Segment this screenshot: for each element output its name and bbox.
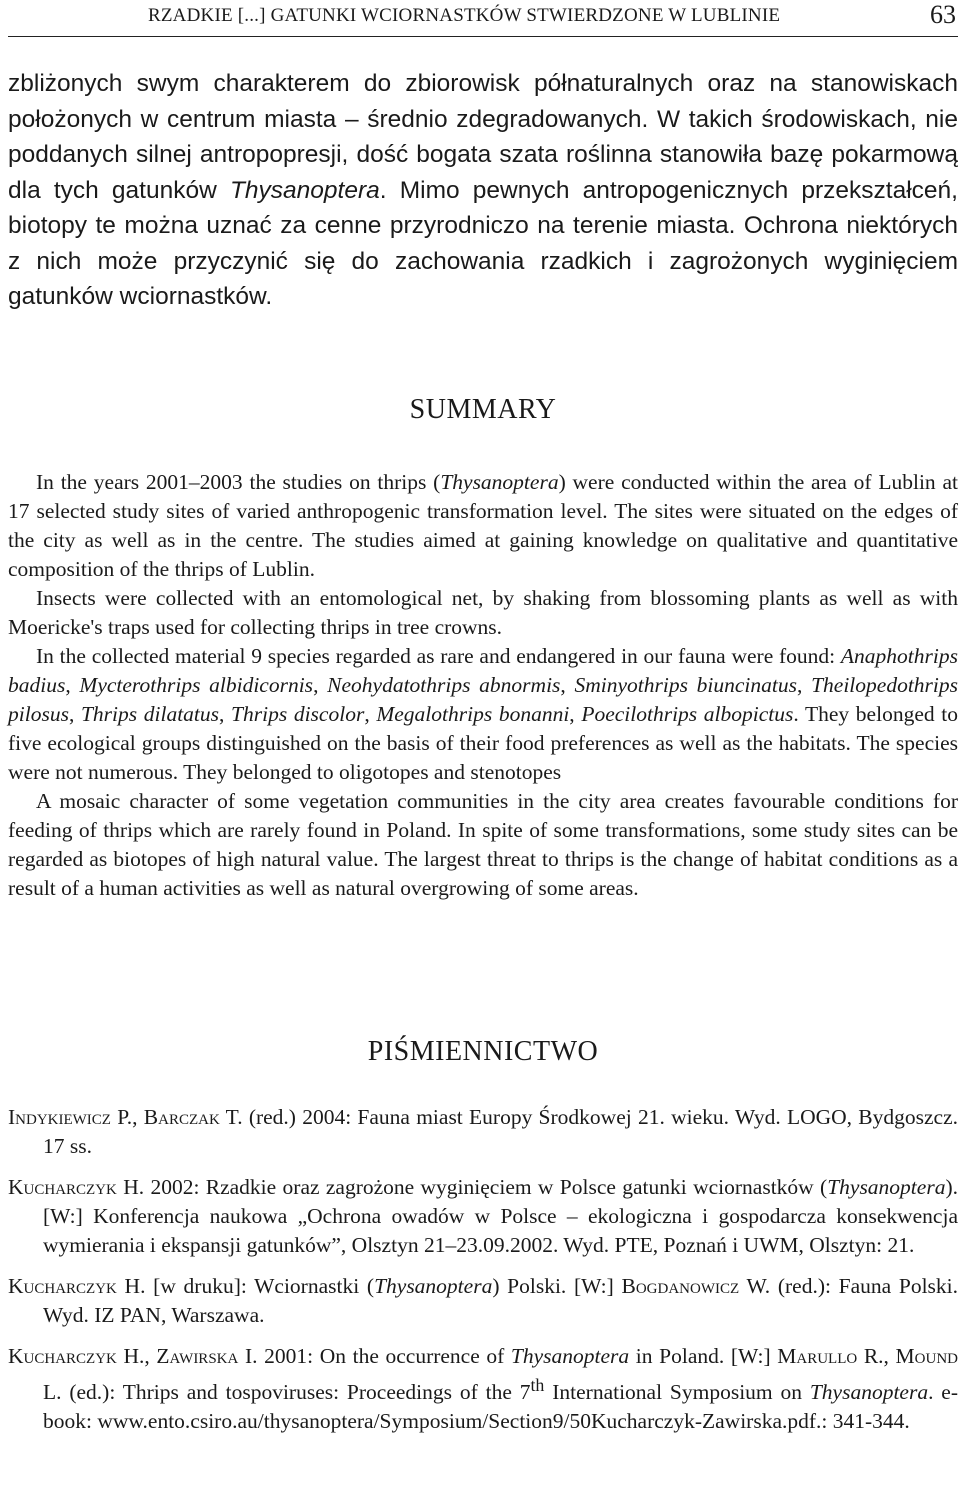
reference-text: International Symposium on (544, 1380, 810, 1405)
reference-taxon: Thysanoptera (809, 1380, 929, 1405)
reference-text: 2001: On the occurrence of (257, 1344, 511, 1368)
reference-text: (red.) 2004: Fauna miast Europy Środkowej 21. wieku. Wyd. LOGO, Bydgoszcz. 17 ss. (43, 1105, 959, 1158)
species-name: Thrips discolor (231, 702, 365, 726)
reference-editor: Marullo R. (777, 1344, 884, 1368)
reference-item (8, 1103, 958, 1161)
species-name: Poecilothrips albopictus (581, 702, 794, 726)
reference-list (8, 1103, 958, 1448)
reference-author: Kucharczyk H. (8, 1175, 145, 1199)
reference-text: in Poland. [W:] (629, 1344, 778, 1368)
species-name: Anaphothrips badius (8, 644, 958, 697)
polish-paragraph (8, 66, 958, 315)
page-header (8, 0, 958, 37)
separator: , (797, 673, 812, 697)
summary-paragraph-4: A mosaic character of some vegetation communities in the city area creates favourable conditions for feeding of thrips which are rarely found in Poland. In spite of some transformations, some study sites can be regarded as biotopes of high natural value. The largest threat to thrips is the change of habitat conditions as a result of a human activities as well as natural overgrowing of some areas. (8, 789, 958, 900)
separator: , (883, 1344, 896, 1368)
reference-text: ) Polski. [W:] (492, 1274, 622, 1298)
species-name: Mycterothrips albidicornis (79, 673, 314, 697)
reference-taxon: Thysanoptera (827, 1175, 946, 1199)
reference-editor: Mound L. (43, 1344, 958, 1405)
reference-taxon: Thysanoptera (510, 1344, 630, 1368)
separator: , (144, 1344, 157, 1368)
reference-text: (ed.): Thrips and tospoviruses: Proceedings of the 7 (61, 1380, 531, 1405)
separator: , (560, 673, 575, 697)
summary-paragraph-2: Insects were collected with an entomological net, by shaking from blossoming plants as well as with Moericke's traps used for collecting thrips in tree crowns. (8, 586, 958, 639)
separator: , (65, 673, 80, 697)
reference-editor: Bogdanowicz W. (621, 1274, 771, 1298)
reference-item (8, 1173, 958, 1260)
summary-p1-taxon: Thysanoptera (440, 470, 559, 494)
page-number: 63 (930, 0, 956, 29)
separator: , (132, 1105, 144, 1129)
summary-p1-text-b: ) were conducted within the area of Lublin at 17 selected study sites of varied anthropogenic transformation level. The sites were situated on the edges of the city as well as in the centre. The studies aimed at gaining knowledge on qualitative and quantitative composition of the thrips of Lublin. (8, 470, 958, 581)
summary-paragraph-1 (8, 468, 958, 584)
reference-item (8, 1272, 958, 1330)
species-name: Theilopedothrips pilosus (8, 673, 958, 726)
species-name: Thrips dilatatus (80, 702, 220, 726)
polish-text-1: zbliżonych swym charakterem do zbiorowisk półnaturalnych oraz na stanowiskach położonych w centrum miasta – średnio zdegradowanych. W takich środowiskach, nie poddanych silnej antropopresji, dość bogata szata roślinna stanowiła bazę pokarmową dla tych gatunków (8, 70, 958, 204)
reference-text: ). [W:] Konferencja naukowa „Ochrona owadów w Polsce – ekologiczna i gospodarcza konsekwencja wymierania i ekspansji gatunków”, Olsztyn 21–23.09.2002. Wyd. PTE, Poznań i UWM, Olsztyn: 21. (43, 1175, 958, 1257)
reference-author: Barczak T. (143, 1105, 243, 1129)
reference-text: 2002: Rzadkie oraz zagrożone wyginięciem w Polsce gatunki wciornastków ( (144, 1175, 828, 1199)
running-title: RZADKIE [...] GATUNKI WCIORNASTKÓW STWIERDZONE W LUBLINIE (148, 5, 781, 26)
references-heading: PIŚMIENNICTWO (367, 1036, 599, 1067)
species-name: Sminyothrips biuncinatus (574, 673, 797, 697)
summary-p3-text-a: In the collected material 9 species regarded as rare and endangered in our fauna were found: (36, 644, 841, 668)
reference-author: Indykiewicz P. (8, 1105, 133, 1129)
separator: , (313, 673, 328, 697)
reference-taxon: Thysanoptera (374, 1274, 493, 1298)
separator: , (68, 702, 81, 726)
separator: , (364, 702, 377, 726)
species-name: Megalothrips bonanni (376, 702, 570, 726)
polish-taxon: Thysanoptera (229, 176, 380, 204)
reference-item (8, 1342, 958, 1436)
ordinal-superscript: th (530, 1375, 545, 1395)
reference-text: . e-book: www.ento.csiro.au/thysanoptera/Symposium/Section9/50Kucharczyk-Zawirska.pdf.: 341-344. (43, 1380, 958, 1434)
summary-body (8, 468, 958, 903)
reference-author: Kucharczyk H. (8, 1274, 146, 1298)
separator: , (569, 702, 582, 726)
summary-heading: SUMMARY (409, 394, 557, 425)
species-name: Neohydatothrips abnormis (327, 673, 561, 697)
summary-p3-text-b: . They belonged to five ecological groups distinguished on the basis of their food preferences as well as the habitats. The species were not numerous. They belonged to oligotopes and stenotopes (8, 702, 958, 784)
reference-author: Zawirska I. (156, 1344, 258, 1368)
reference-text: [w druku]: Wciornastki ( (145, 1274, 375, 1298)
reference-author: Kucharczyk H. (8, 1344, 145, 1368)
polish-text-2: . Mimo pewnych antropogenicznych przekształceń, biotopy te można uznać za cenne przyrodniczo na terenie miasta. Ochrona niektórych z nich może przyczynić się do zachowania rzadkich i zagrożonych wyginięciem gatunków wciornastków. (8, 176, 958, 310)
separator: , (219, 702, 232, 726)
reference-text: (red.): Fauna Polski. Wyd. IZ PAN, Warszawa. (43, 1274, 959, 1327)
summary-paragraph-3 (8, 642, 958, 787)
summary-p1-text-a: In the years 2001–2003 the studies on thrips ( (36, 470, 441, 494)
